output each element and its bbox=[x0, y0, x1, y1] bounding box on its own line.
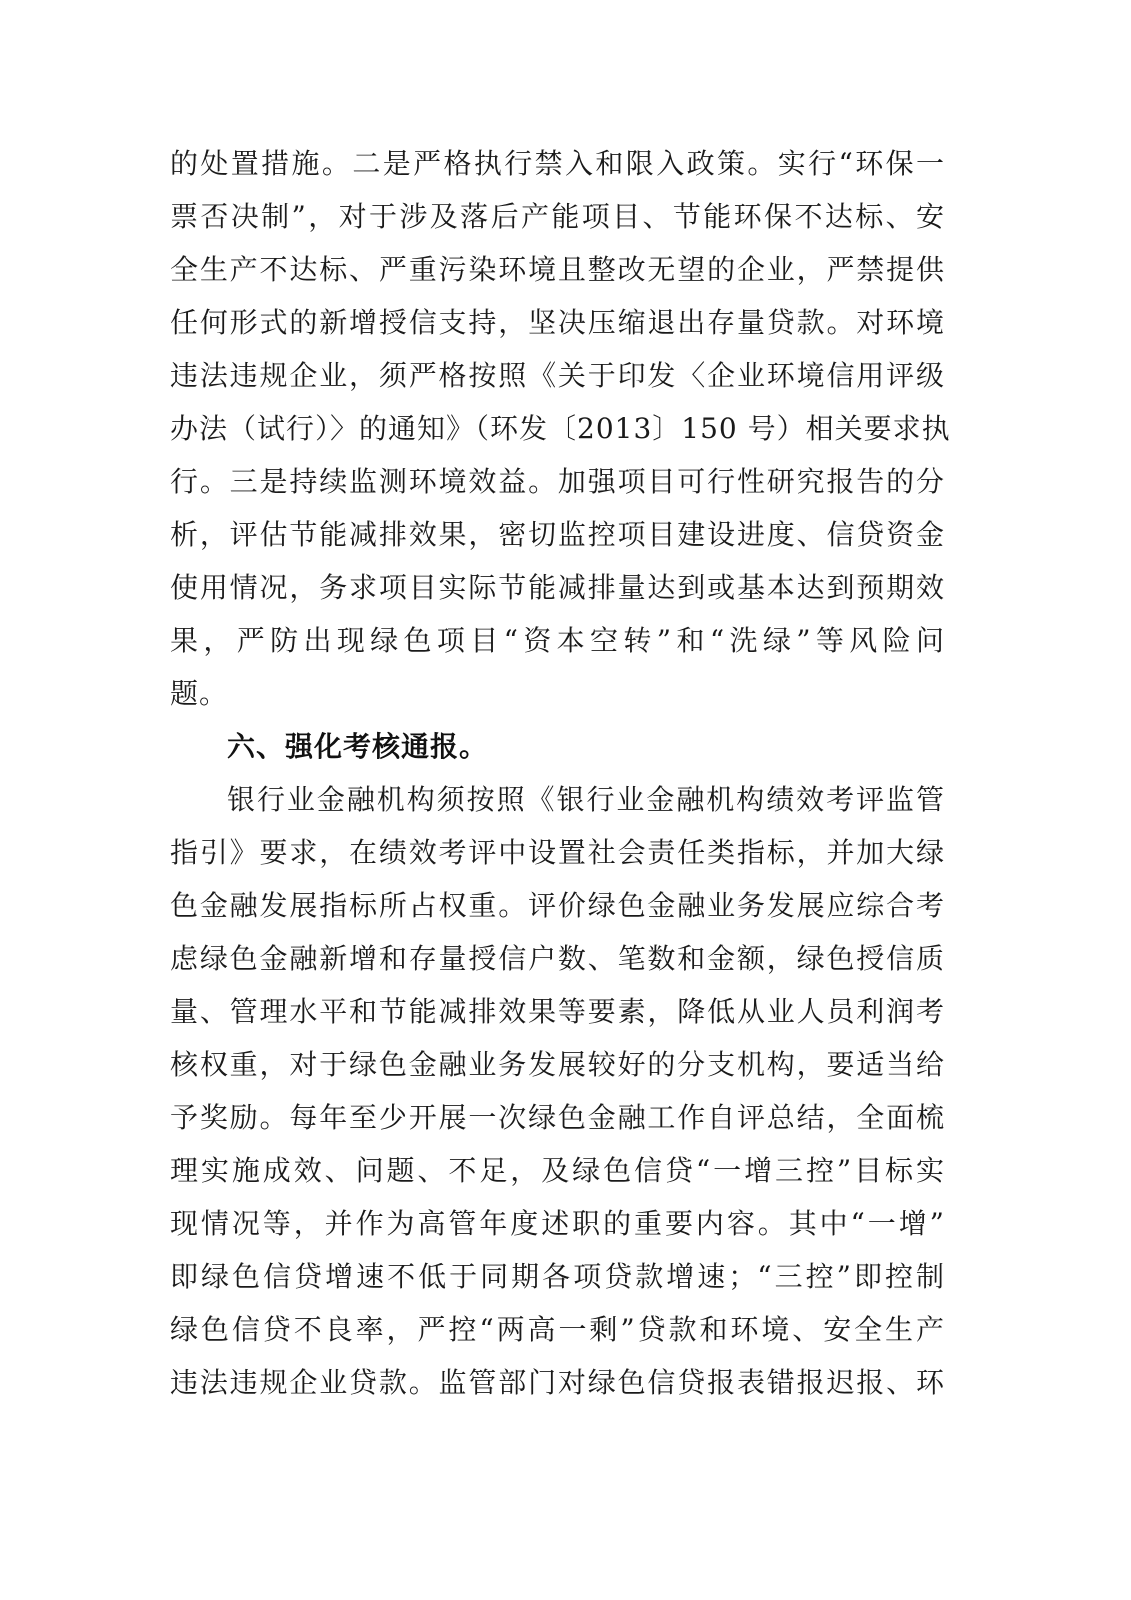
paragraph-2-line-4: 虑绿色金融新增和存量授信户数、笔数和金额，绿色授信质 bbox=[170, 942, 945, 975]
paragraph-1-line-4: 任何形式的新增授信支持，坚决压缩退出存量贷款。对环境 bbox=[170, 306, 945, 339]
paragraph-2-line-10: 即绿色信贷增速不低于同期各项贷款增速；“三控”即控制 bbox=[170, 1260, 945, 1293]
paragraph-1-line-6: 办法（试行）〉的通知》（环发〔2013〕150 号）相关要求执 bbox=[170, 412, 951, 445]
paragraph-1-line-11: 题。 bbox=[170, 677, 229, 710]
paragraph-2-line-11: 绿色信贷不良率，严控“两高一剩”贷款和环境、安全生产 bbox=[170, 1313, 945, 1346]
paragraph-2-line-2: 指引》要求，在绩效考评中设置社会责任类指标，并加大绿 bbox=[170, 836, 945, 869]
paragraph-1-line-5: 违法违规企业，须严格按照《关于印发〈企业环境信用评级 bbox=[170, 359, 945, 392]
paragraph-2-line-7: 予奖励。每年至少开展一次绿色金融工作自评总结，全面梳 bbox=[170, 1101, 945, 1134]
paragraph-1-line-7: 行。三是持续监测环境效益。加强项目可行性研究报告的分 bbox=[170, 465, 945, 498]
paragraph-1-line-3: 全生产不达标、严重污染环境且整改无望的企业，严禁提供 bbox=[170, 253, 945, 286]
paragraph-2-line-12: 违法违规企业贷款。监管部门对绿色信贷报表错报迟报、环 bbox=[170, 1366, 945, 1399]
section-heading: 六、强化考核通报。 bbox=[227, 730, 489, 763]
paragraph-2-line-3: 色金融发展指标所占权重。评价绿色金融业务发展应综合考 bbox=[170, 889, 945, 922]
paragraph-1-line-2: 票否决制”，对于涉及落后产能项目、节能环保不达标、安 bbox=[170, 200, 945, 233]
paragraph-1-line-9: 使用情况，务求项目实际节能减排量达到或基本达到预期效 bbox=[170, 571, 945, 604]
paragraph-1-line-8: 析，评估节能减排效果，密切监控项目建设进度、信贷资金 bbox=[170, 518, 945, 551]
paragraph-2-line-6: 核权重，对于绿色金融业务发展较好的分支机构，要适当给 bbox=[170, 1048, 945, 1081]
paragraph-1-line-1: 的处置措施。二是严格执行禁入和限入政策。实行“环保一 bbox=[170, 147, 945, 180]
paragraph-1-line-10: 果，严防出现绿色项目“资本空转”和“洗绿”等风险问 bbox=[170, 624, 945, 657]
paragraph-2-line-1: 银行业金融机构须按照《银行业金融机构绩效考评监管 bbox=[227, 783, 945, 816]
paragraph-2-line-5: 量、管理水平和节能减排效果等要素，降低从业人员利润考 bbox=[170, 995, 945, 1028]
paragraph-2-line-9: 现情况等，并作为高管年度述职的重要内容。其中“一增” bbox=[170, 1207, 945, 1240]
paragraph-2-line-8: 理实施成效、问题、不足，及绿色信贷“一增三控”目标实 bbox=[170, 1154, 945, 1187]
